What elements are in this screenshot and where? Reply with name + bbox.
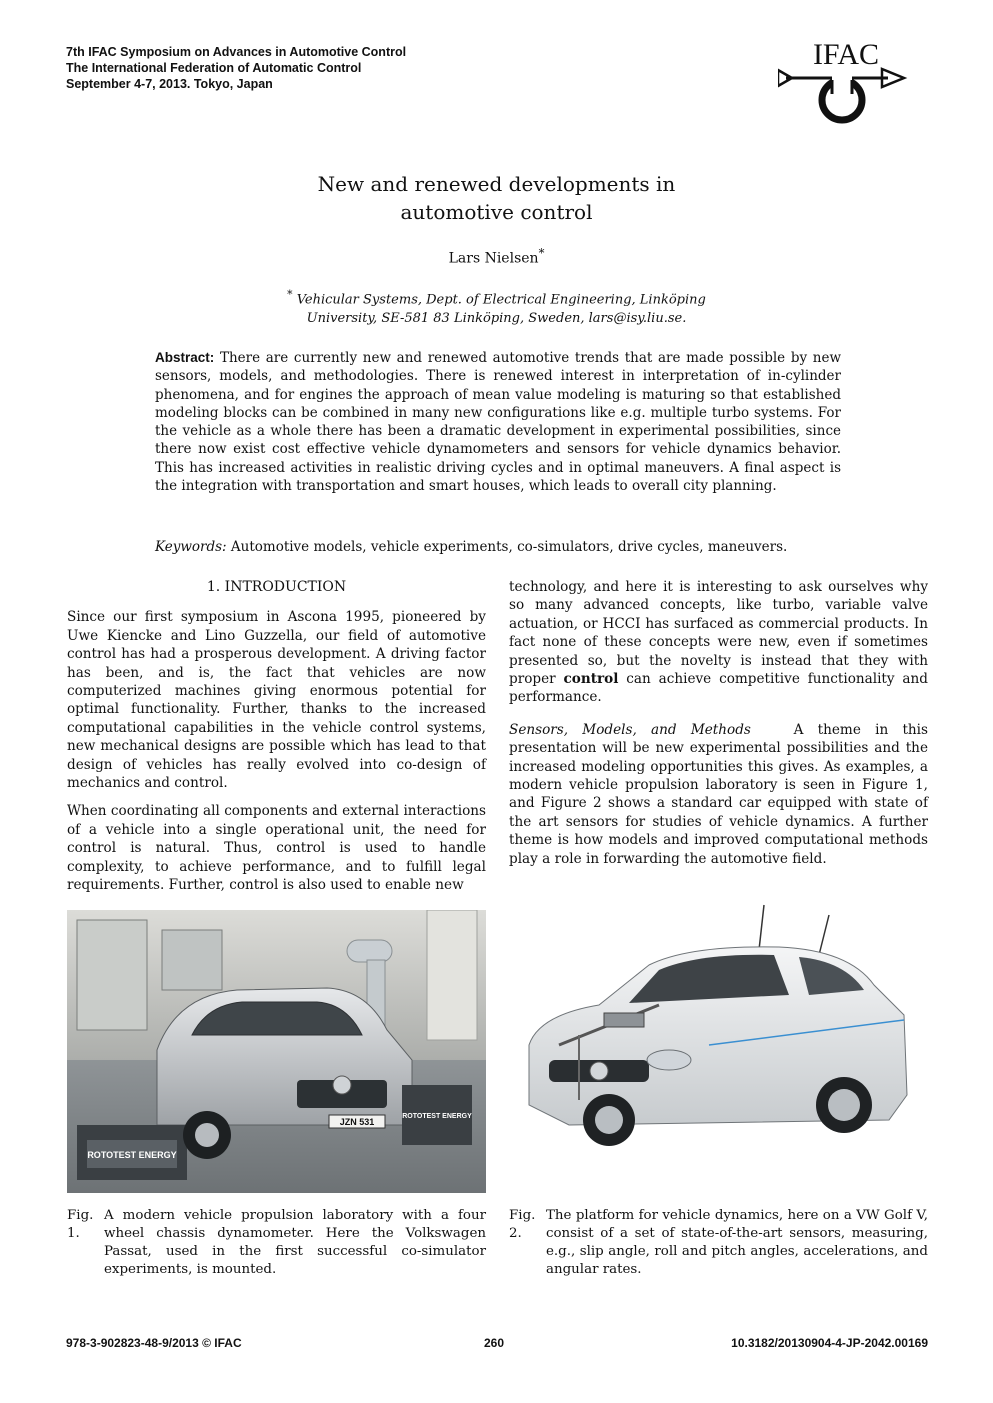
left-column <box>67 578 486 905</box>
intro-paragraph-3 <box>509 721 928 868</box>
license-plate-text: JZN 531 <box>339 1117 375 1127</box>
conference-header <box>66 44 406 92</box>
title-line-1: New and renewed developments in <box>317 172 676 196</box>
footer-isbn: 978-3-902823-48-9/2013 © IFAC <box>66 1336 242 1350</box>
header-line-3: September 4-7, 2013. Tokyo, Japan <box>66 77 273 91</box>
affiliation-mark: * <box>287 288 293 301</box>
intro-paragraph-1: Since our first symposium in Ascona 1995, pioneered by Uwe Kiencke and Lino Guzzella, our field of automotive control has had a prosperous development. A driving factor has been, and is, the fact that vehicles are now computerized machines giving enormous potential for optimal functionality. Further, thanks to the increased computational capabilities in the vehicle control systems, new mechanical designs are possible which has lead to that design of vehicles has really evolved into co-design of mechanics and control. <box>67 609 486 792</box>
author <box>150 246 843 267</box>
runin-heading: Sensors, Models, and Methods <box>509 721 751 738</box>
figure-2-image <box>509 895 928 1193</box>
figure-2-label: Fig. 2. <box>509 1208 536 1241</box>
figure-2-caption-text: The platform for vehicle dynamics, here on a VW Golf V, consist of a set of state-of-the-art sensors, measuring, e.g., slip angle, roll and pitch angles, accelerations, and angular rates. <box>546 1208 928 1277</box>
intro-paragraph-2: When coordinating all components and external interactions of a vehicle into a single operational unit, the need for control is natural. Thus, control is used to handle complexity, to achieve performance, and to fulfill legal requirements. Further, control is also used to enable new <box>67 803 486 894</box>
para2-bold-word: control <box>563 671 619 688</box>
intro-paragraph-2-continued <box>509 578 928 707</box>
para2-cont-text-a: technology, and here it is interesting to ask ourselves why so many advanced concepts, like turbo, variable valve actuation, or HCCI has surfaced as commercial products. In fact none of these concepts were new, even if sometimes presented so, but the novelty is instead that they with proper <box>509 579 928 688</box>
paper-title <box>150 170 843 226</box>
affiliation-line-1: Vehicular Systems, Dept. of Electrical Engineering, Linköping <box>296 292 706 308</box>
right-column <box>509 578 928 878</box>
header-line-2: The International Federation of Automatic Control <box>66 61 362 75</box>
ifac-logo-text: IFAC <box>812 38 880 71</box>
figure-1-caption-text: A modern vehicle propulsion laboratory with a four wheel chassis dynamometer. Here the Volkswagen Passat, used in the first successful co-simulator experiments, is mounted. <box>104 1208 486 1277</box>
abstract <box>155 349 841 495</box>
para2-cont-text-b: can achieve competitive functionality and performance. <box>509 671 928 706</box>
affiliation-line-2: University, SE-581 83 Linköping, Sweden, lars@isy.liu.se. <box>306 311 687 327</box>
keywords-text: Automotive models, vehicle experiments, co-simulators, drive cycles, maneuvers. <box>230 539 788 555</box>
footer-doi: 10.3182/20130904-4-JP-2042.00169 <box>731 1336 928 1350</box>
title-line-2: automotive control <box>400 200 593 224</box>
affiliation <box>230 285 763 328</box>
figure-2-caption <box>509 1207 928 1279</box>
abstract-label: Abstract: <box>155 350 215 365</box>
figure-1-label: Fig. 1. <box>67 1208 94 1241</box>
abstract-text: There are currently new and renewed automotive trends that are made possible by new sensors, models, and methodologies. There is renewed interest in interpretation of in-cylinder phenomena, and for engines the approach of mean value modeling is maturing so that established modeling blocks can be combined in many new configurations like e.g. multiple turbo systems. For the vehicle as a whole there has been a dramatic development in experimental possibilities, since there now exist cost effective vehicle dynamometers and sensors for vehicle dynamics behavior. This has increased activities in realistic driving cycles and in optimal maneuvers. A final aspect is the integration with transportation and smart houses, which leads to overall city planning. <box>155 350 841 495</box>
footer-page-number: 260 <box>484 1336 505 1350</box>
author-name: Lars Nielsen <box>448 250 539 267</box>
keywords <box>155 539 841 555</box>
rototest-sign-right: ROTOTEST ENERGY <box>402 1113 472 1120</box>
figure-1-image <box>67 910 486 1193</box>
ifac-logo <box>778 36 908 126</box>
paragraph-3-text: A theme in this presentation will be new experimental possibilities and the increased modeling opportunities this gives. As examples, a modern vehicle propulsion laboratory is seen in Figure 1, and Figure 2 shows a standard car equipped with state of the art sensors for studies of vehicle dynamics. A further theme is how models and improved computational methods play a role in forwarding the automotive field. <box>509 721 928 867</box>
section-heading: 1. INTRODUCTION <box>206 579 347 595</box>
figure-1-caption <box>67 1207 486 1279</box>
header-line-1: 7th IFAC Symposium on Advances in Automotive Control <box>66 45 407 59</box>
rototest-sign-left: ROTOTEST ENERGY <box>87 1150 177 1160</box>
keywords-label: Keywords: <box>155 539 227 555</box>
author-mark: * <box>538 246 545 260</box>
